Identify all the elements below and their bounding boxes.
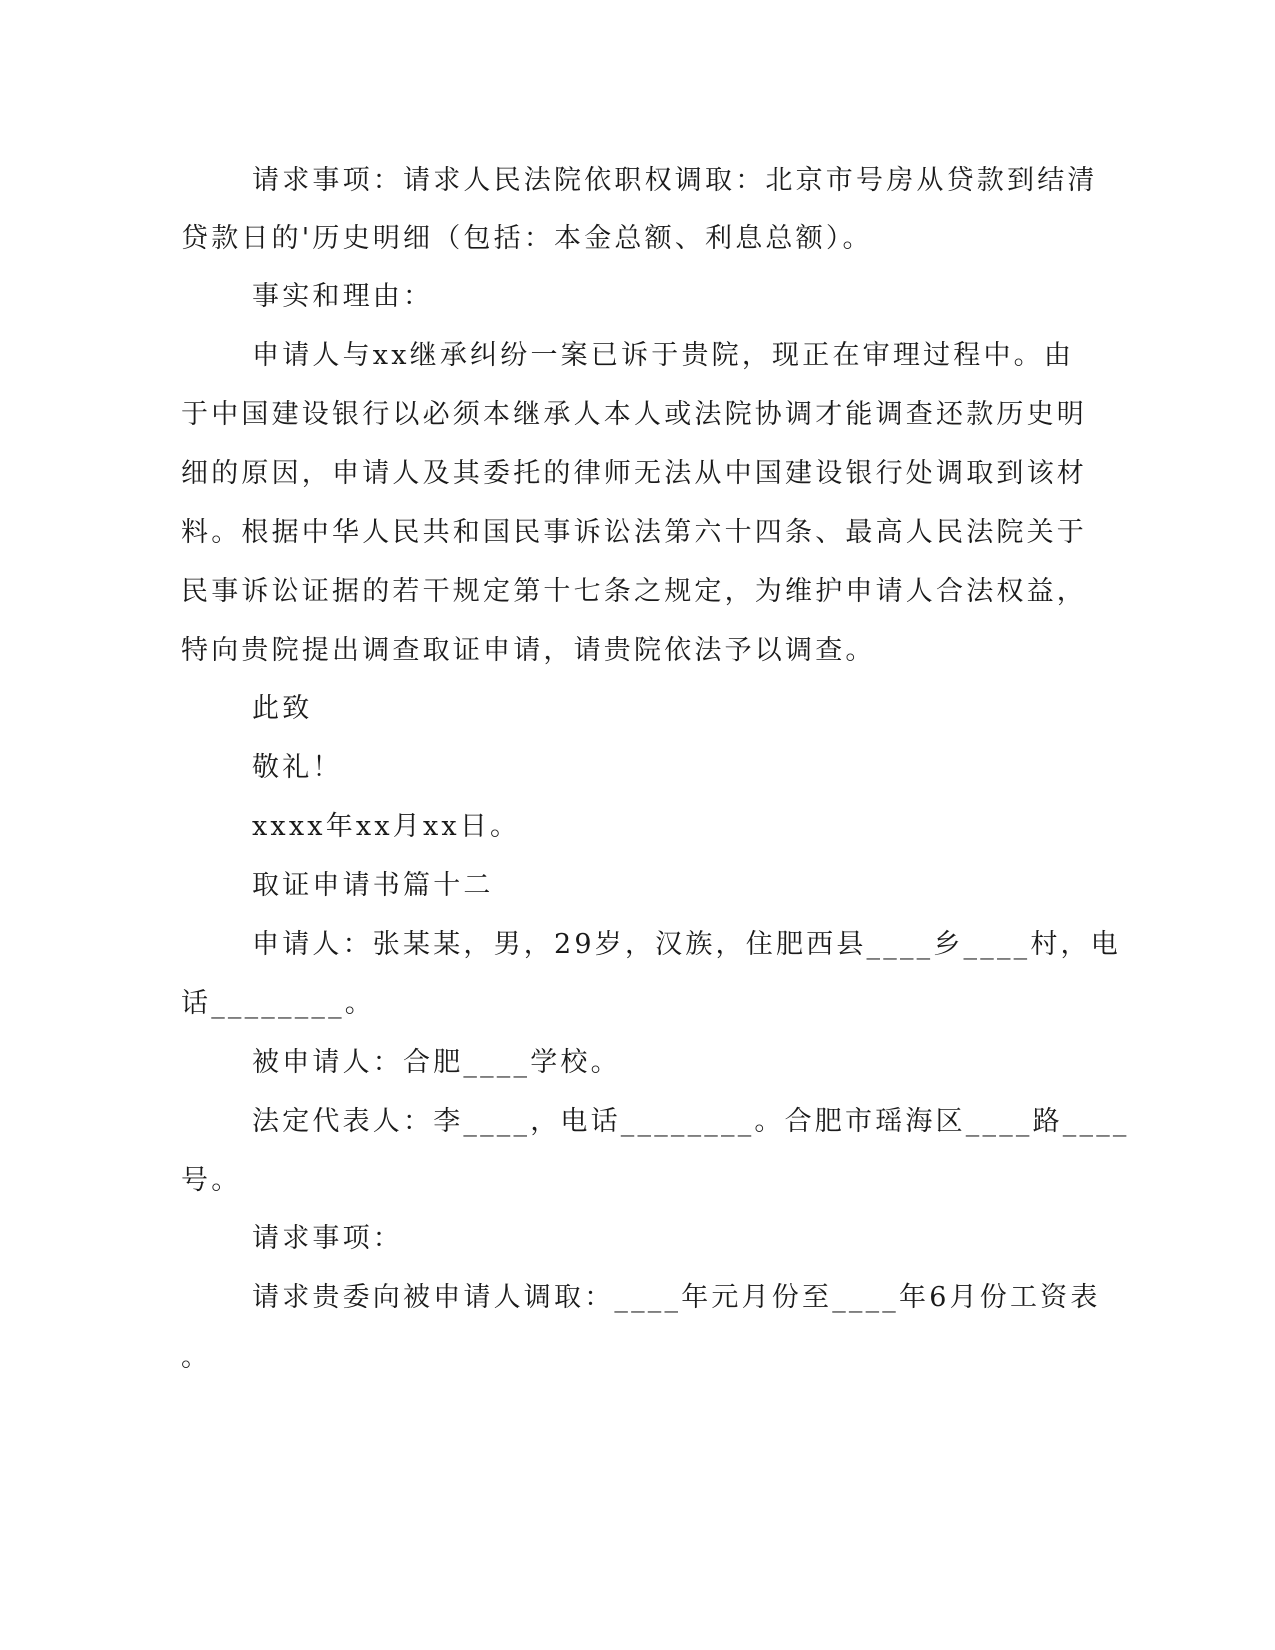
legal-representative-line-1: 法定代表人：李____，电话________。合肥市瑶海区____路____ (252, 1106, 1130, 1137)
facts-paragraph-line-2: 于中国建设银行以必须本继承人本人或法院协调才能调查还款历史明 (181, 399, 1087, 430)
request-items-line-2: 贷款日的'历史明细（包括：本金总额、利息总额）。 (181, 223, 873, 254)
request-detail-line-1: 请求贵委向被申请人调取：____年元月份至____年6月份工资表 (252, 1282, 1101, 1313)
request-items-heading: 请求事项： (252, 1223, 403, 1254)
applicant-line-2: 话________。 (181, 988, 375, 1019)
legal-representative-line-2: 号。 (181, 1165, 242, 1196)
respondent-line: 被申请人：合肥____学校。 (252, 1047, 621, 1078)
facts-paragraph-line-4: 料。根据中华人民共和国民事诉讼法第六十四条、最高人民法院关于 (181, 517, 1087, 548)
salutation-jingli: 敬礼！ (252, 752, 343, 783)
date-line: xxxx年xx月xx日。 (252, 811, 521, 842)
facts-paragraph-line-6: 特向贵院提出调查取证申请，请贵院依法予以调查。 (181, 635, 876, 666)
facts-paragraph-line-5: 民事诉讼证据的若干规定第十七条之规定，为维护申请人合法权益， (181, 576, 1087, 607)
facts-paragraph-line-1: 申请人与xx继承纠纷一案已诉于贵院，现正在审理过程中。由 (252, 340, 1075, 371)
request-items-line-1: 请求事项：请求人民法院依职权调取：北京市号房从贷款到结清 (252, 165, 1098, 196)
facts-paragraph-line-3: 细的原因，申请人及其委托的律师无法从中国建设银行处调取到该材 (181, 458, 1087, 489)
applicant-line-1: 申请人：张某某，男，29岁，汉族，住肥西县____乡____村，电 (252, 929, 1121, 960)
facts-heading: 事实和理由： (252, 281, 434, 312)
salutation-cizhi: 此致 (252, 693, 313, 724)
request-detail-line-2: 。 (181, 1342, 212, 1373)
section-title: 取证申请书篇十二 (252, 870, 494, 901)
